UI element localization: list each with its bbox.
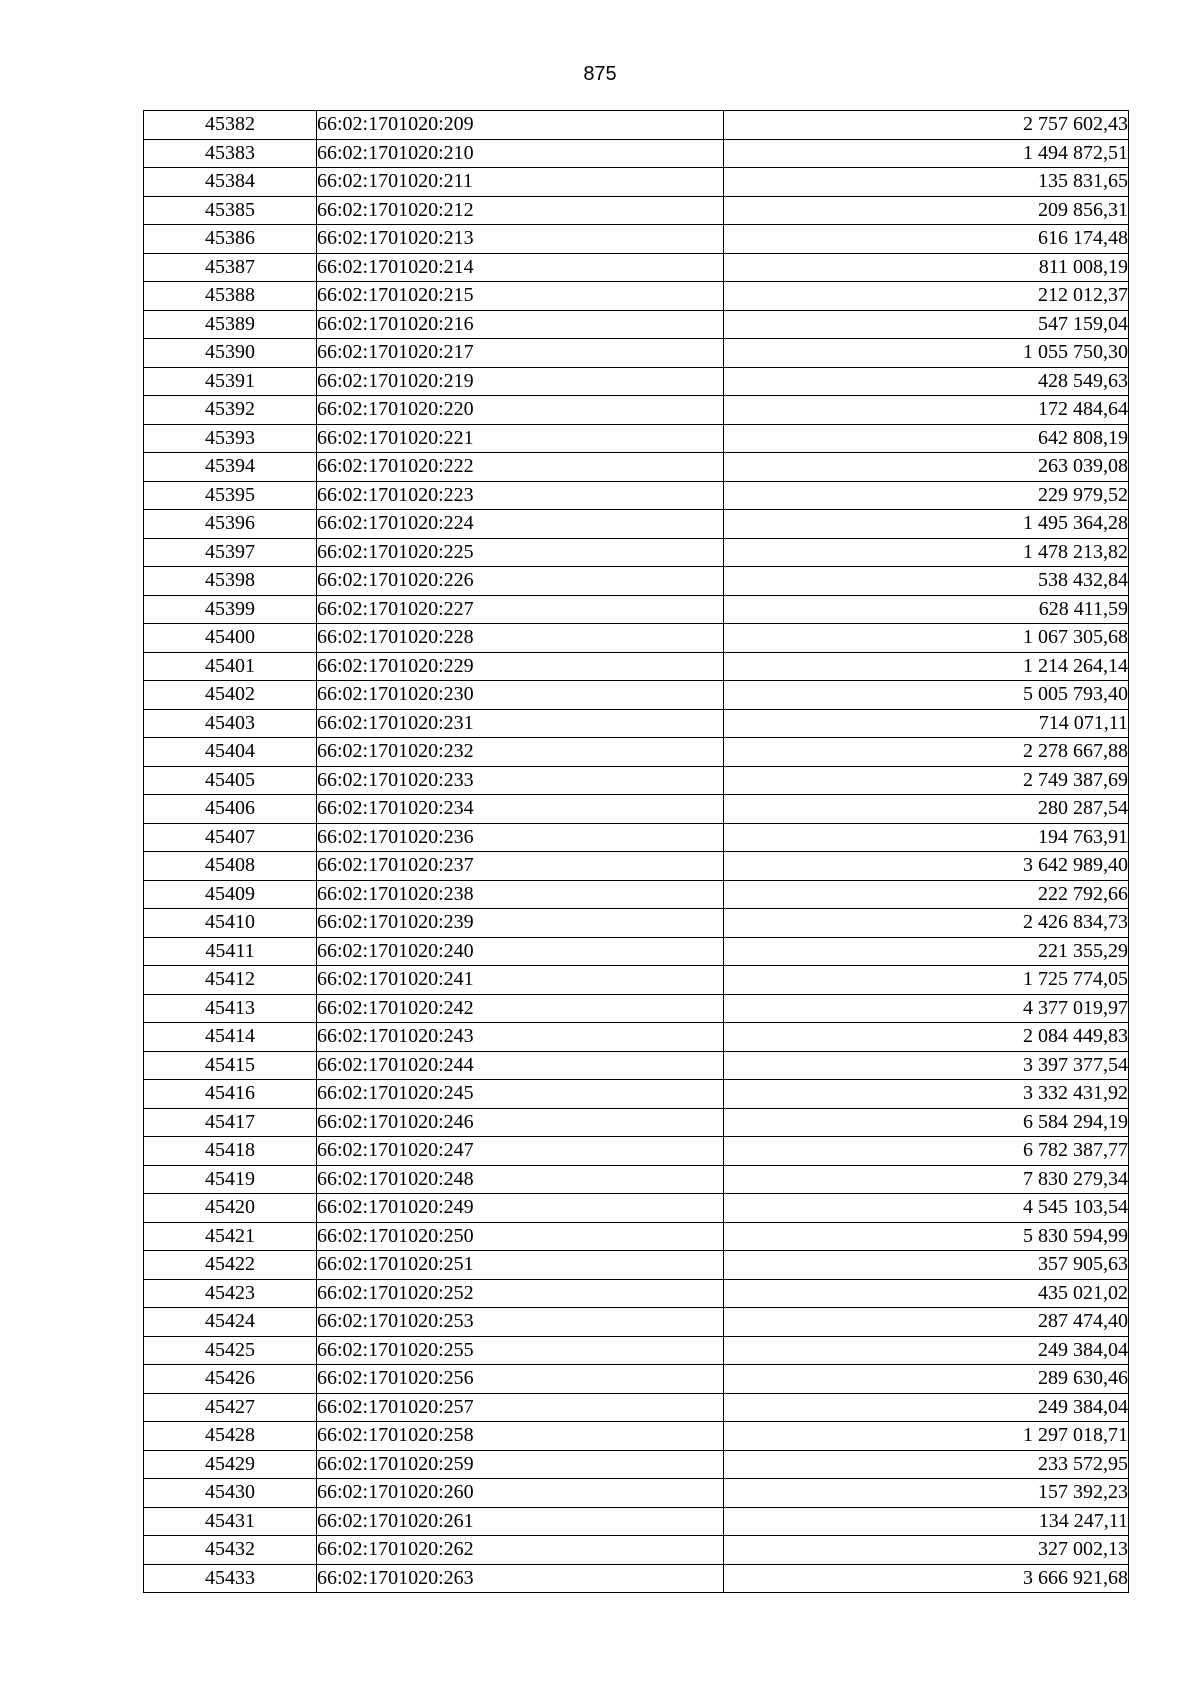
cadastral-value-cell: 5 005 793,40 [724, 681, 1129, 710]
cadastral-number-cell: 66:02:1701020:242 [317, 994, 724, 1023]
row-number-cell: 45427 [144, 1393, 317, 1422]
row-number-cell: 45421 [144, 1222, 317, 1251]
table-row [144, 1108, 1129, 1137]
cadastral-value-cell: 2 749 387,69 [724, 766, 1129, 795]
table-row [144, 595, 1129, 624]
row-number-cell: 45418 [144, 1137, 317, 1166]
cadastral-number-cell: 66:02:1701020:225 [317, 538, 724, 567]
table-row [144, 652, 1129, 681]
table-row [144, 1422, 1129, 1451]
table-row [144, 766, 1129, 795]
cadastral-value-cell: 714 071,11 [724, 709, 1129, 738]
cadastral-number-cell: 66:02:1701020:239 [317, 909, 724, 938]
table-row [144, 1137, 1129, 1166]
row-number-cell: 45391 [144, 367, 317, 396]
cadastral-value-cell: 1 297 018,71 [724, 1422, 1129, 1451]
cadastral-value-cell: 811 008,19 [724, 253, 1129, 282]
table-row [144, 1450, 1129, 1479]
table-row [144, 937, 1129, 966]
cadastral-value-cell: 1 214 264,14 [724, 652, 1129, 681]
cadastral-value-cell: 3 397 377,54 [724, 1051, 1129, 1080]
row-number-cell: 45405 [144, 766, 317, 795]
cadastral-number-cell: 66:02:1701020:209 [317, 111, 724, 140]
row-number-cell: 45430 [144, 1479, 317, 1508]
cadastral-number-cell: 66:02:1701020:249 [317, 1194, 724, 1223]
cadastral-value-cell: 435 021,02 [724, 1279, 1129, 1308]
cadastral-value-cell: 1 495 364,28 [724, 510, 1129, 539]
table-row [144, 453, 1129, 482]
cadastral-value-cell: 135 831,65 [724, 168, 1129, 197]
row-number-cell: 45386 [144, 225, 317, 254]
row-number-cell: 45403 [144, 709, 317, 738]
cadastral-number-cell: 66:02:1701020:233 [317, 766, 724, 795]
table-row [144, 1479, 1129, 1508]
table-row [144, 823, 1129, 852]
row-number-cell: 45402 [144, 681, 317, 710]
table-body [144, 111, 1129, 1593]
table-row [144, 1194, 1129, 1223]
cadastral-number-cell: 66:02:1701020:238 [317, 880, 724, 909]
row-number-cell: 45396 [144, 510, 317, 539]
row-number-cell: 45401 [144, 652, 317, 681]
row-number-cell: 45397 [144, 538, 317, 567]
table-row [144, 310, 1129, 339]
row-number-cell: 45384 [144, 168, 317, 197]
cadastral-value-cell: 2 426 834,73 [724, 909, 1129, 938]
row-number-cell: 45409 [144, 880, 317, 909]
cadastral-value-cell: 287 474,40 [724, 1308, 1129, 1337]
table-row [144, 1051, 1129, 1080]
row-number-cell: 45385 [144, 196, 317, 225]
row-number-cell: 45382 [144, 111, 317, 140]
cadastral-number-cell: 66:02:1701020:258 [317, 1422, 724, 1451]
row-number-cell: 45411 [144, 937, 317, 966]
cadastral-value-cell: 194 763,91 [724, 823, 1129, 852]
row-number-cell: 45422 [144, 1251, 317, 1280]
row-number-cell: 45389 [144, 310, 317, 339]
cadastral-value-cell: 628 411,59 [724, 595, 1129, 624]
page-number: 875 [583, 63, 617, 85]
cadastral-number-cell: 66:02:1701020:223 [317, 481, 724, 510]
table-row [144, 966, 1129, 995]
cadastral-number-cell: 66:02:1701020:255 [317, 1336, 724, 1365]
cadastral-number-cell: 66:02:1701020:240 [317, 937, 724, 966]
row-number-cell: 45395 [144, 481, 317, 510]
table-row [144, 139, 1129, 168]
row-number-cell: 45393 [144, 424, 317, 453]
cadastral-value-cell: 1 494 872,51 [724, 139, 1129, 168]
cadastral-number-cell: 66:02:1701020:246 [317, 1108, 724, 1137]
cadastral-value-cell: 4 377 019,97 [724, 994, 1129, 1023]
cadastral-value-cell: 642 808,19 [724, 424, 1129, 453]
row-number-cell: 45425 [144, 1336, 317, 1365]
row-number-cell: 45383 [144, 139, 317, 168]
table-row [144, 225, 1129, 254]
table-row [144, 424, 1129, 453]
table-row [144, 852, 1129, 881]
table-row [144, 1222, 1129, 1251]
row-number-cell: 45390 [144, 339, 317, 368]
cadastral-number-cell: 66:02:1701020:229 [317, 652, 724, 681]
table-row [144, 1279, 1129, 1308]
cadastral-value-cell: 538 432,84 [724, 567, 1129, 596]
row-number-cell: 45424 [144, 1308, 317, 1337]
row-number-cell: 45394 [144, 453, 317, 482]
cadastral-number-cell: 66:02:1701020:248 [317, 1165, 724, 1194]
table-row [144, 1536, 1129, 1565]
table-row [144, 396, 1129, 425]
cadastral-value-cell: 3 332 431,92 [724, 1080, 1129, 1109]
cadastral-value-cell: 249 384,04 [724, 1393, 1129, 1422]
table-row [144, 624, 1129, 653]
cadastral-value-cell: 6 584 294,19 [724, 1108, 1129, 1137]
row-number-cell: 45416 [144, 1080, 317, 1109]
cadastral-number-cell: 66:02:1701020:221 [317, 424, 724, 453]
cadastral-number-cell: 66:02:1701020:245 [317, 1080, 724, 1109]
cadastral-number-cell: 66:02:1701020:253 [317, 1308, 724, 1337]
table-row [144, 1080, 1129, 1109]
row-number-cell: 45432 [144, 1536, 317, 1565]
cadastral-number-cell: 66:02:1701020:222 [317, 453, 724, 482]
cadastral-value-cell: 134 247,11 [724, 1507, 1129, 1536]
table-row [144, 909, 1129, 938]
cadastral-number-cell: 66:02:1701020:252 [317, 1279, 724, 1308]
table-row [144, 510, 1129, 539]
cadastral-value-cell: 209 856,31 [724, 196, 1129, 225]
cadastral-number-cell: 66:02:1701020:214 [317, 253, 724, 282]
cadastral-number-cell: 66:02:1701020:234 [317, 795, 724, 824]
row-number-cell: 45417 [144, 1108, 317, 1137]
cadastral-value-cell: 428 549,63 [724, 367, 1129, 396]
cadastral-value-cell: 1 478 213,82 [724, 538, 1129, 567]
cadastral-number-cell: 66:02:1701020:230 [317, 681, 724, 710]
table-row [144, 1507, 1129, 1536]
row-number-cell: 45404 [144, 738, 317, 767]
cadastral-value-cell: 2 278 667,88 [724, 738, 1129, 767]
cadastral-value-cell: 289 630,46 [724, 1365, 1129, 1394]
cadastral-number-cell: 66:02:1701020:231 [317, 709, 724, 738]
table-row [144, 1393, 1129, 1422]
cadastral-number-cell: 66:02:1701020:257 [317, 1393, 724, 1422]
table-row [144, 567, 1129, 596]
cadastral-value-cell: 249 384,04 [724, 1336, 1129, 1365]
cadastral-number-cell: 66:02:1701020:213 [317, 225, 724, 254]
row-number-cell: 45407 [144, 823, 317, 852]
row-number-cell: 45423 [144, 1279, 317, 1308]
table-row [144, 168, 1129, 197]
row-number-cell: 45426 [144, 1365, 317, 1394]
table-row [144, 538, 1129, 567]
cadastral-number-cell: 66:02:1701020:220 [317, 396, 724, 425]
row-number-cell: 45410 [144, 909, 317, 938]
table-row [144, 481, 1129, 510]
table-row [144, 1165, 1129, 1194]
cadastral-value-cell: 2 757 602,43 [724, 111, 1129, 140]
cadastral-value-cell: 172 484,64 [724, 396, 1129, 425]
cadastral-number-cell: 66:02:1701020:210 [317, 139, 724, 168]
cadastral-number-cell: 66:02:1701020:259 [317, 1450, 724, 1479]
cadastral-value-cell: 1 067 305,68 [724, 624, 1129, 653]
table-row [144, 880, 1129, 909]
cadastral-value-cell: 6 782 387,77 [724, 1137, 1129, 1166]
cadastral-number-cell: 66:02:1701020:247 [317, 1137, 724, 1166]
cadastral-value-cell: 357 905,63 [724, 1251, 1129, 1280]
cadastral-value-cell: 1 055 750,30 [724, 339, 1129, 368]
table-row [144, 339, 1129, 368]
cadastral-number-cell: 66:02:1701020:241 [317, 966, 724, 995]
table-row [144, 795, 1129, 824]
cadastral-number-cell: 66:02:1701020:217 [317, 339, 724, 368]
cadastral-value-cell: 157 392,23 [724, 1479, 1129, 1508]
row-number-cell: 45398 [144, 567, 317, 596]
cadastral-value-cell: 233 572,95 [724, 1450, 1129, 1479]
cadastral-number-cell: 66:02:1701020:262 [317, 1536, 724, 1565]
table-row [144, 1564, 1129, 1593]
cadastral-value-cell: 547 159,04 [724, 310, 1129, 339]
table-row [144, 1336, 1129, 1365]
row-number-cell: 45431 [144, 1507, 317, 1536]
row-number-cell: 45388 [144, 282, 317, 311]
row-number-cell: 45408 [144, 852, 317, 881]
row-number-cell: 45399 [144, 595, 317, 624]
table-row [144, 196, 1129, 225]
cadastral-value-cell: 222 792,66 [724, 880, 1129, 909]
table-row [144, 1365, 1129, 1394]
cadastral-number-cell: 66:02:1701020:243 [317, 1023, 724, 1052]
cadastral-value-cell: 221 355,29 [724, 937, 1129, 966]
cadastral-value-cell: 616 174,48 [724, 225, 1129, 254]
cadastral-value-cell: 3 666 921,68 [724, 1564, 1129, 1593]
cadastral-number-cell: 66:02:1701020:237 [317, 852, 724, 881]
cadastral-number-cell: 66:02:1701020:215 [317, 282, 724, 311]
cadastral-number-cell: 66:02:1701020:236 [317, 823, 724, 852]
cadastral-value-cell: 280 287,54 [724, 795, 1129, 824]
cadastral-value-cell: 229 979,52 [724, 481, 1129, 510]
table-row [144, 681, 1129, 710]
cadastral-number-cell: 66:02:1701020:216 [317, 310, 724, 339]
cadastral-number-cell: 66:02:1701020:228 [317, 624, 724, 653]
cadastral-value-cell: 4 545 103,54 [724, 1194, 1129, 1223]
table-row [144, 1023, 1129, 1052]
cadastral-number-cell: 66:02:1701020:211 [317, 168, 724, 197]
cadastral-number-cell: 66:02:1701020:260 [317, 1479, 724, 1508]
row-number-cell: 45412 [144, 966, 317, 995]
table-row [144, 111, 1129, 140]
cadastral-value-cell: 263 039,08 [724, 453, 1129, 482]
row-number-cell: 45429 [144, 1450, 317, 1479]
cadastral-number-cell: 66:02:1701020:251 [317, 1251, 724, 1280]
row-number-cell: 45420 [144, 1194, 317, 1223]
cadastral-number-cell: 66:02:1701020:219 [317, 367, 724, 396]
row-number-cell: 45406 [144, 795, 317, 824]
cadastral-number-cell: 66:02:1701020:212 [317, 196, 724, 225]
cadastral-value-cell: 5 830 594,99 [724, 1222, 1129, 1251]
table-row [144, 994, 1129, 1023]
row-number-cell: 45428 [144, 1422, 317, 1451]
cadastral-number-cell: 66:02:1701020:224 [317, 510, 724, 539]
cadastral-number-cell: 66:02:1701020:263 [317, 1564, 724, 1593]
cadastral-value-cell: 3 642 989,40 [724, 852, 1129, 881]
cadastral-value-cell: 7 830 279,34 [724, 1165, 1129, 1194]
table-row [144, 1308, 1129, 1337]
row-number-cell: 45414 [144, 1023, 317, 1052]
cadastral-number-cell: 66:02:1701020:227 [317, 595, 724, 624]
row-number-cell: 45413 [144, 994, 317, 1023]
row-number-cell: 45433 [144, 1564, 317, 1593]
cadastral-value-cell: 212 012,37 [724, 282, 1129, 311]
table-row [144, 367, 1129, 396]
table-row [144, 1251, 1129, 1280]
cadastral-value-cell: 327 002,13 [724, 1536, 1129, 1565]
cadastral-number-cell: 66:02:1701020:256 [317, 1365, 724, 1394]
cadastral-number-cell: 66:02:1701020:250 [317, 1222, 724, 1251]
row-number-cell: 45419 [144, 1165, 317, 1194]
cadastral-number-cell: 66:02:1701020:244 [317, 1051, 724, 1080]
cadastral-number-cell: 66:02:1701020:232 [317, 738, 724, 767]
row-number-cell: 45415 [144, 1051, 317, 1080]
row-number-cell: 45400 [144, 624, 317, 653]
cadastral-value-table [143, 110, 1129, 1593]
row-number-cell: 45387 [144, 253, 317, 282]
cadastral-number-cell: 66:02:1701020:261 [317, 1507, 724, 1536]
cadastral-value-cell: 2 084 449,83 [724, 1023, 1129, 1052]
row-number-cell: 45392 [144, 396, 317, 425]
cadastral-number-cell: 66:02:1701020:226 [317, 567, 724, 596]
table-row [144, 253, 1129, 282]
table-row [144, 282, 1129, 311]
table-row [144, 709, 1129, 738]
table-row [144, 738, 1129, 767]
cadastral-value-cell: 1 725 774,05 [724, 966, 1129, 995]
